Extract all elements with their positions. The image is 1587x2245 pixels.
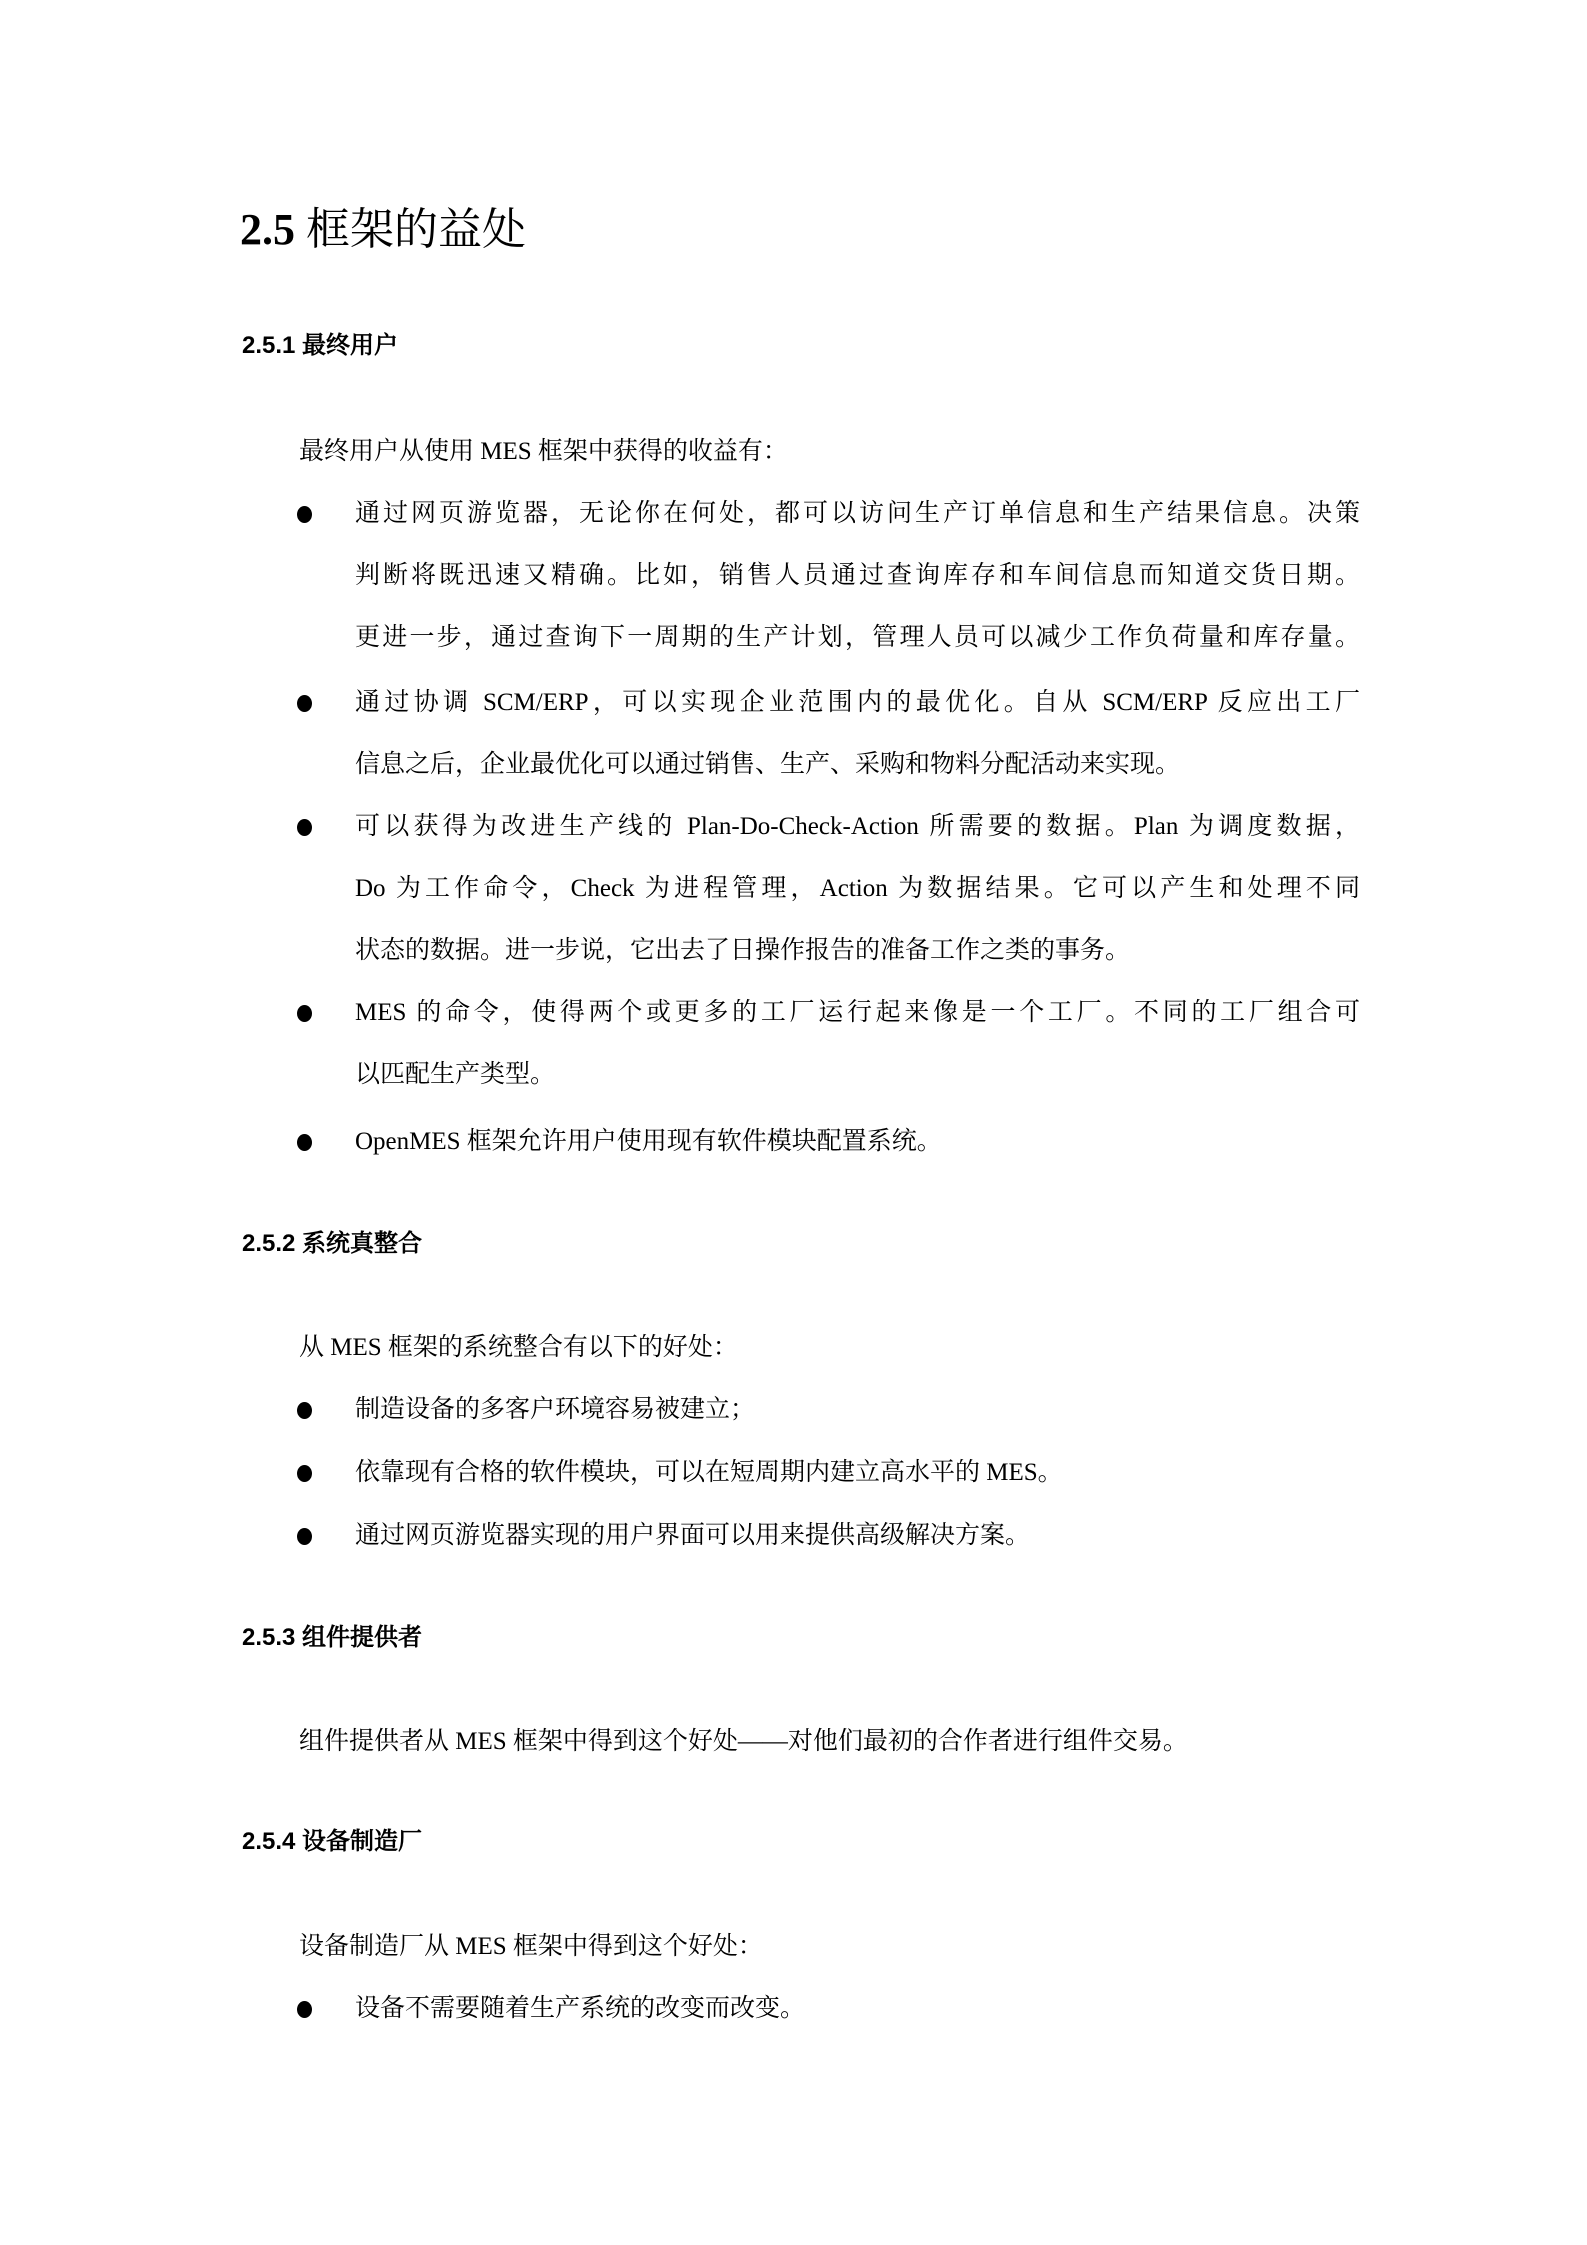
bullet-icon [297, 1134, 312, 1151]
list-item-text [355, 1111, 1360, 1173]
list-item-line: 依靠现有合格的软件模块，可以在短周期内建立高水平的 MES。 [355, 1459, 1063, 1486]
list-item-text [355, 483, 1360, 669]
section-heading-end-user: 2.5.1 最终用户 [242, 332, 399, 359]
list-item-line: 状态的数据。进一步说，它出去了日操作报告的准备工作之类的事务。 [355, 937, 1131, 964]
list-item-line: 制造设备的多客户环境容易被建立； [355, 1396, 756, 1423]
title-number: 2.5 [240, 205, 295, 254]
list-item-line: 以匹配生产类型。 [355, 1061, 556, 1088]
list-item-text [355, 1978, 1360, 2040]
bullet-icon [297, 1528, 312, 1545]
list-item-line: 判断将既迅速又精确。比如，销售人员通过查询库存和车间信息而知道交货日期。 [355, 562, 1360, 589]
bullet-icon [297, 1005, 312, 1022]
list-item-text [355, 796, 1360, 982]
list-item-line: 通过网页游览器实现的用户界面可以用来提供高级解决方案。 [355, 1522, 1031, 1549]
bullet-icon [297, 1402, 312, 1419]
list-item-line: MES 的命令，使得两个或更多的工厂运行起来像是一个工厂。不同的工厂组合可 [355, 999, 1360, 1026]
list-item-text [355, 672, 1360, 796]
list-item-line: Do 为工作命令，Check 为进程管理，Action 为数据结果。它可以产生和处理不同 [355, 875, 1360, 902]
section-intro-component-provider: 组件提供者从 MES 框架中得到这个好处——对他们最初的合作者进行组件交易。 [299, 1728, 1188, 1755]
bullet-icon [297, 695, 312, 712]
list-item-line: 可以获得为改进生产线的 Plan-Do-Check-Action 所需要的数据。Plan 为调度数据， [355, 813, 1360, 840]
section-intro-end-user: 最终用户从使用 MES 框架中获得的收益有： [299, 438, 788, 465]
bullet-icon [297, 819, 312, 836]
list-item-line: OpenMES 框架允许用户使用现有软件模块配置系统。 [355, 1128, 942, 1155]
list-item-line: 通过协调 SCM/ERP，可以实现企业范围内的最优化。自从 SCM/ERP 反应出工厂 [355, 689, 1360, 716]
list-item-line: 设备不需要随着生产系统的改变而改变。 [355, 1995, 806, 2022]
list-item-line: 信息之后，企业最优化可以通过销售、生产、采购和物料分配活动来实现。 [355, 751, 1181, 778]
bullet-icon [297, 2001, 312, 2018]
list-item-text [355, 1379, 1360, 1441]
list-item-text [355, 982, 1360, 1106]
section-heading-equipment-maker: 2.5.4 设备制造厂 [242, 1828, 423, 1855]
bullet-icon [297, 1465, 312, 1482]
title-text: 框架的益处 [306, 205, 526, 254]
section-heading-component-provider: 2.5.3 组件提供者 [242, 1624, 423, 1651]
bullet-icon [297, 506, 312, 523]
section-intro-system-integration: 从 MES 框架的系统整合有以下的好处： [299, 1334, 738, 1361]
page-title [240, 200, 526, 260]
section-heading-system-integration: 2.5.2 系统真整合 [242, 1230, 423, 1257]
list-item-line: 通过网页游览器，无论你在何处，都可以访问生产订单信息和生产结果信息。决策 [355, 500, 1360, 527]
list-item-line: 更进一步，通过查询下一周期的生产计划，管理人员可以减少工作负荷量和库存量。 [355, 624, 1360, 651]
section-intro-equipment-maker: 设备制造厂从 MES 框架中得到这个好处： [299, 1933, 763, 1960]
list-item-text [355, 1505, 1360, 1567]
list-item-text [355, 1442, 1360, 1504]
